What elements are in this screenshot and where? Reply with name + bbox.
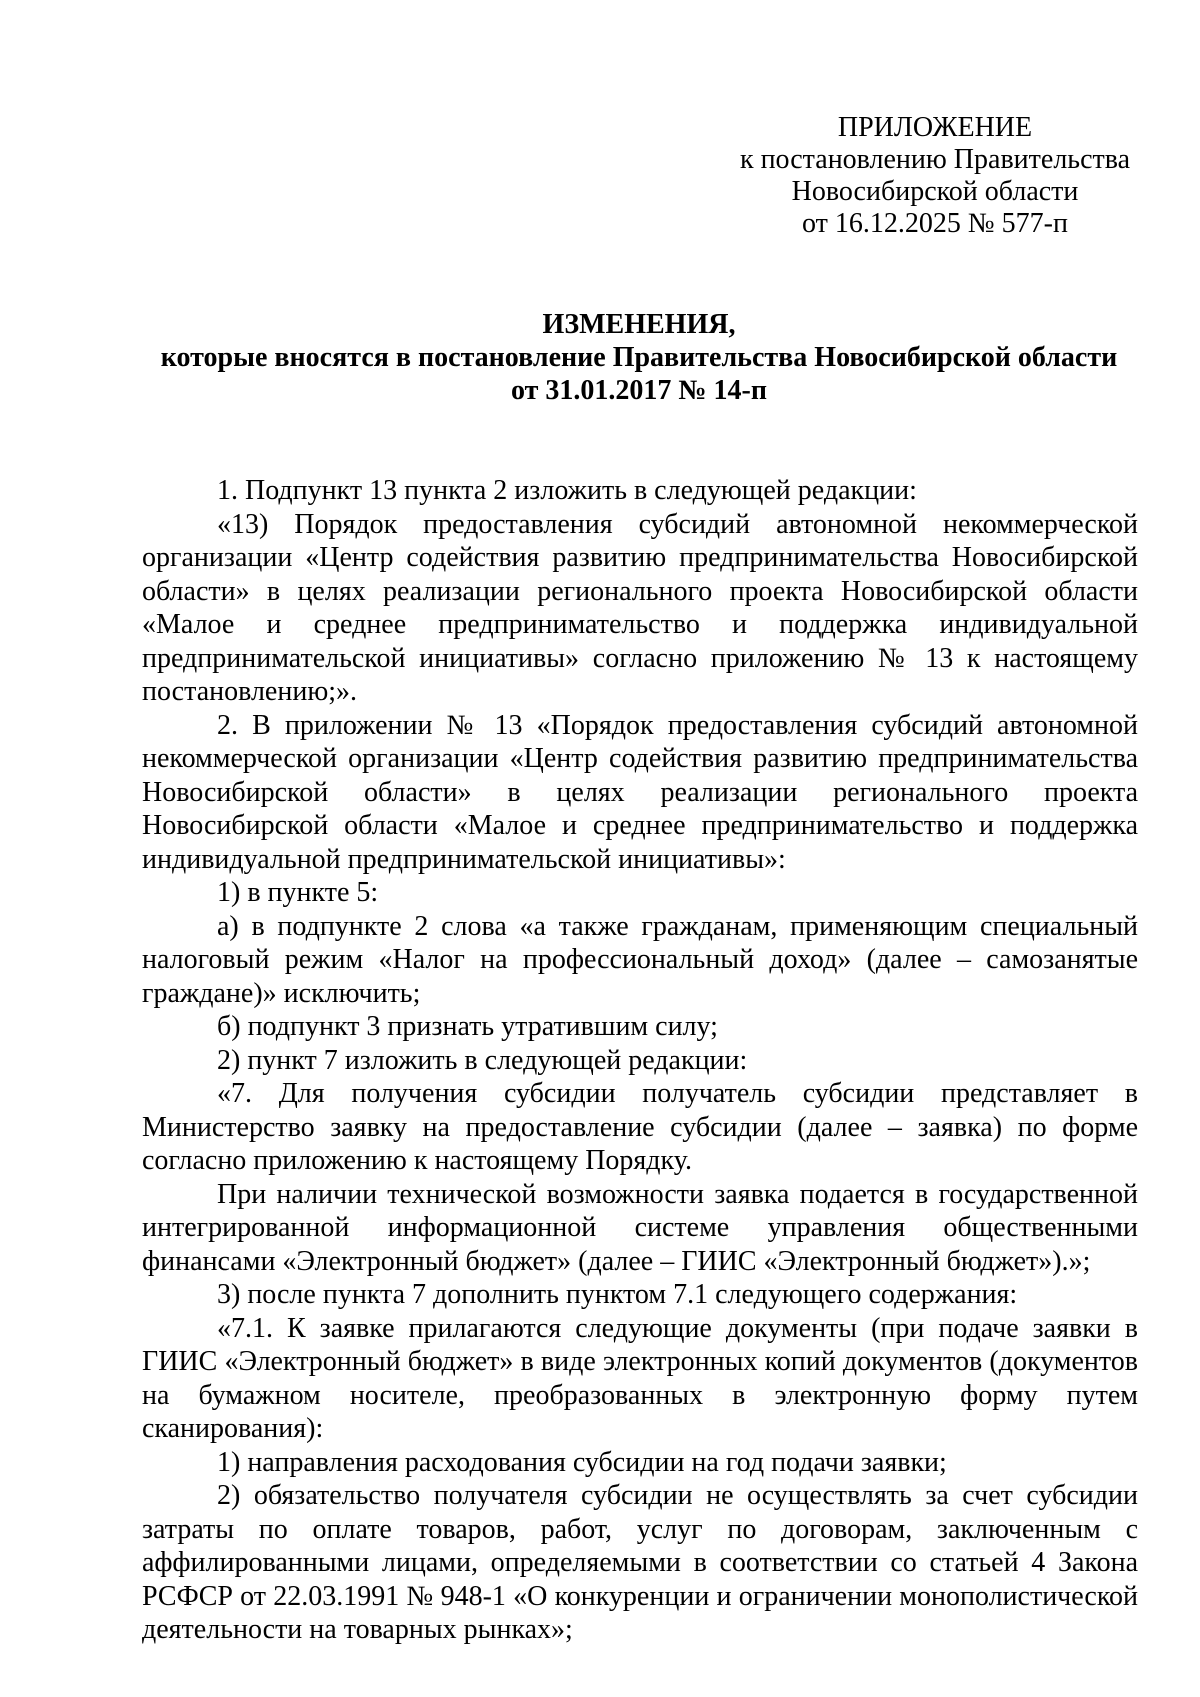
appendix-date-number: от 16.12.2025 № 577-п (802, 208, 1068, 239)
paragraph-6: б) подпункт 3 признать утратившим силу; (217, 1011, 718, 1042)
paragraph-12: 1) направления расходования субсидии на год подачи заявки; (217, 1446, 947, 1478)
document-title (140, 308, 1138, 407)
paragraph-10: 3) после пункта 7 дополнить пунктом 7.1 следующего содержания: (217, 1279, 1018, 1310)
appendix-header (720, 112, 1150, 240)
appendix-region: Новосибирской области (791, 176, 1079, 207)
paragraph-3: 2. В приложении № 13 «Порядок предоставления субсидий автономной некоммерческой организации «Центр содействия развитию предпринимательства Новосибирской области» в целях реализации регионального проекта Новосибирской области «Малое и среднее предпринимательство и поддержка индивидуальной предпринимательской инициативы»: (142, 709, 1138, 875)
appendix-label: ПРИЛОЖЕНИЕ (837, 112, 1033, 143)
title-date-number: от 31.01.2017 № 14-п (511, 375, 767, 406)
paragraph-11: «7.1. К заявке прилагаются следующие документы (при подаче заявки в ГИИС «Электронный бюджет» в виде электронных копий документов (документов на бумажном носителе, преобразованных в электронную форму путем сканирования): (142, 1312, 1138, 1444)
appendix-resolution-ref: к постановлению Правительства (739, 144, 1131, 175)
title-heading: ИЗМЕНЕНИЯ, (542, 309, 736, 340)
paragraph-1: 1. Подпункт 13 пункта 2 изложить в следующей редакции: (217, 475, 917, 506)
paragraph-13: 2) обязательство получателя субсидии не осуществлять за счет субсидии затраты по оплате товаров, работ, услуг по договорам, заключенным с аффилированными лицами, определяемыми в соответствии со статьей 4 Закона РСФСР от 22.03.1991 № 948-1 «О конкуренции и ограничении монополистической деятельности на товарных рынках»; (142, 1480, 1138, 1645)
paragraph-4: 1) в пункте 5: (217, 877, 379, 908)
paragraph-7: 2) пункт 7 изложить в следующей редакции: (217, 1044, 748, 1076)
paragraph-8: «7. Для получения субсидии получатель субсидии представляет в Министерство заявку на предоставление субсидии (далее – заявка) по форме согласно приложению к настоящему Порядку. (142, 1078, 1138, 1176)
title-subheading: которые вносятся в постановление Правительства Новосибирской области (160, 342, 1118, 373)
paragraph-2: «13) Порядок предоставления субсидий автономной некоммерческой организации «Центр содействия развитию предпринимательства Новосибирской области» в целях реализации регионального проекта Новосибирской области «Малое и среднее предпринимательство и поддержка индивидуальной предпринимательской инициативы» согласно приложению № 13 к настоящему постановлению;». (142, 508, 1138, 707)
paragraph-9: При наличии технической возможности заявка подается в государственной интегрированной информационной системе управления общественными финансами «Электронный бюджет» (далее – ГИИС «Электронный бюджет»).»; (142, 1178, 1138, 1277)
paragraph-5: а) в подпункте 2 слова «а также гражданам, применяющим специальный налоговый режим «Налог на профессиональный доход» (далее – самозанятые граждане)» исключить; (142, 910, 1138, 1009)
document-body (142, 474, 1138, 1647)
